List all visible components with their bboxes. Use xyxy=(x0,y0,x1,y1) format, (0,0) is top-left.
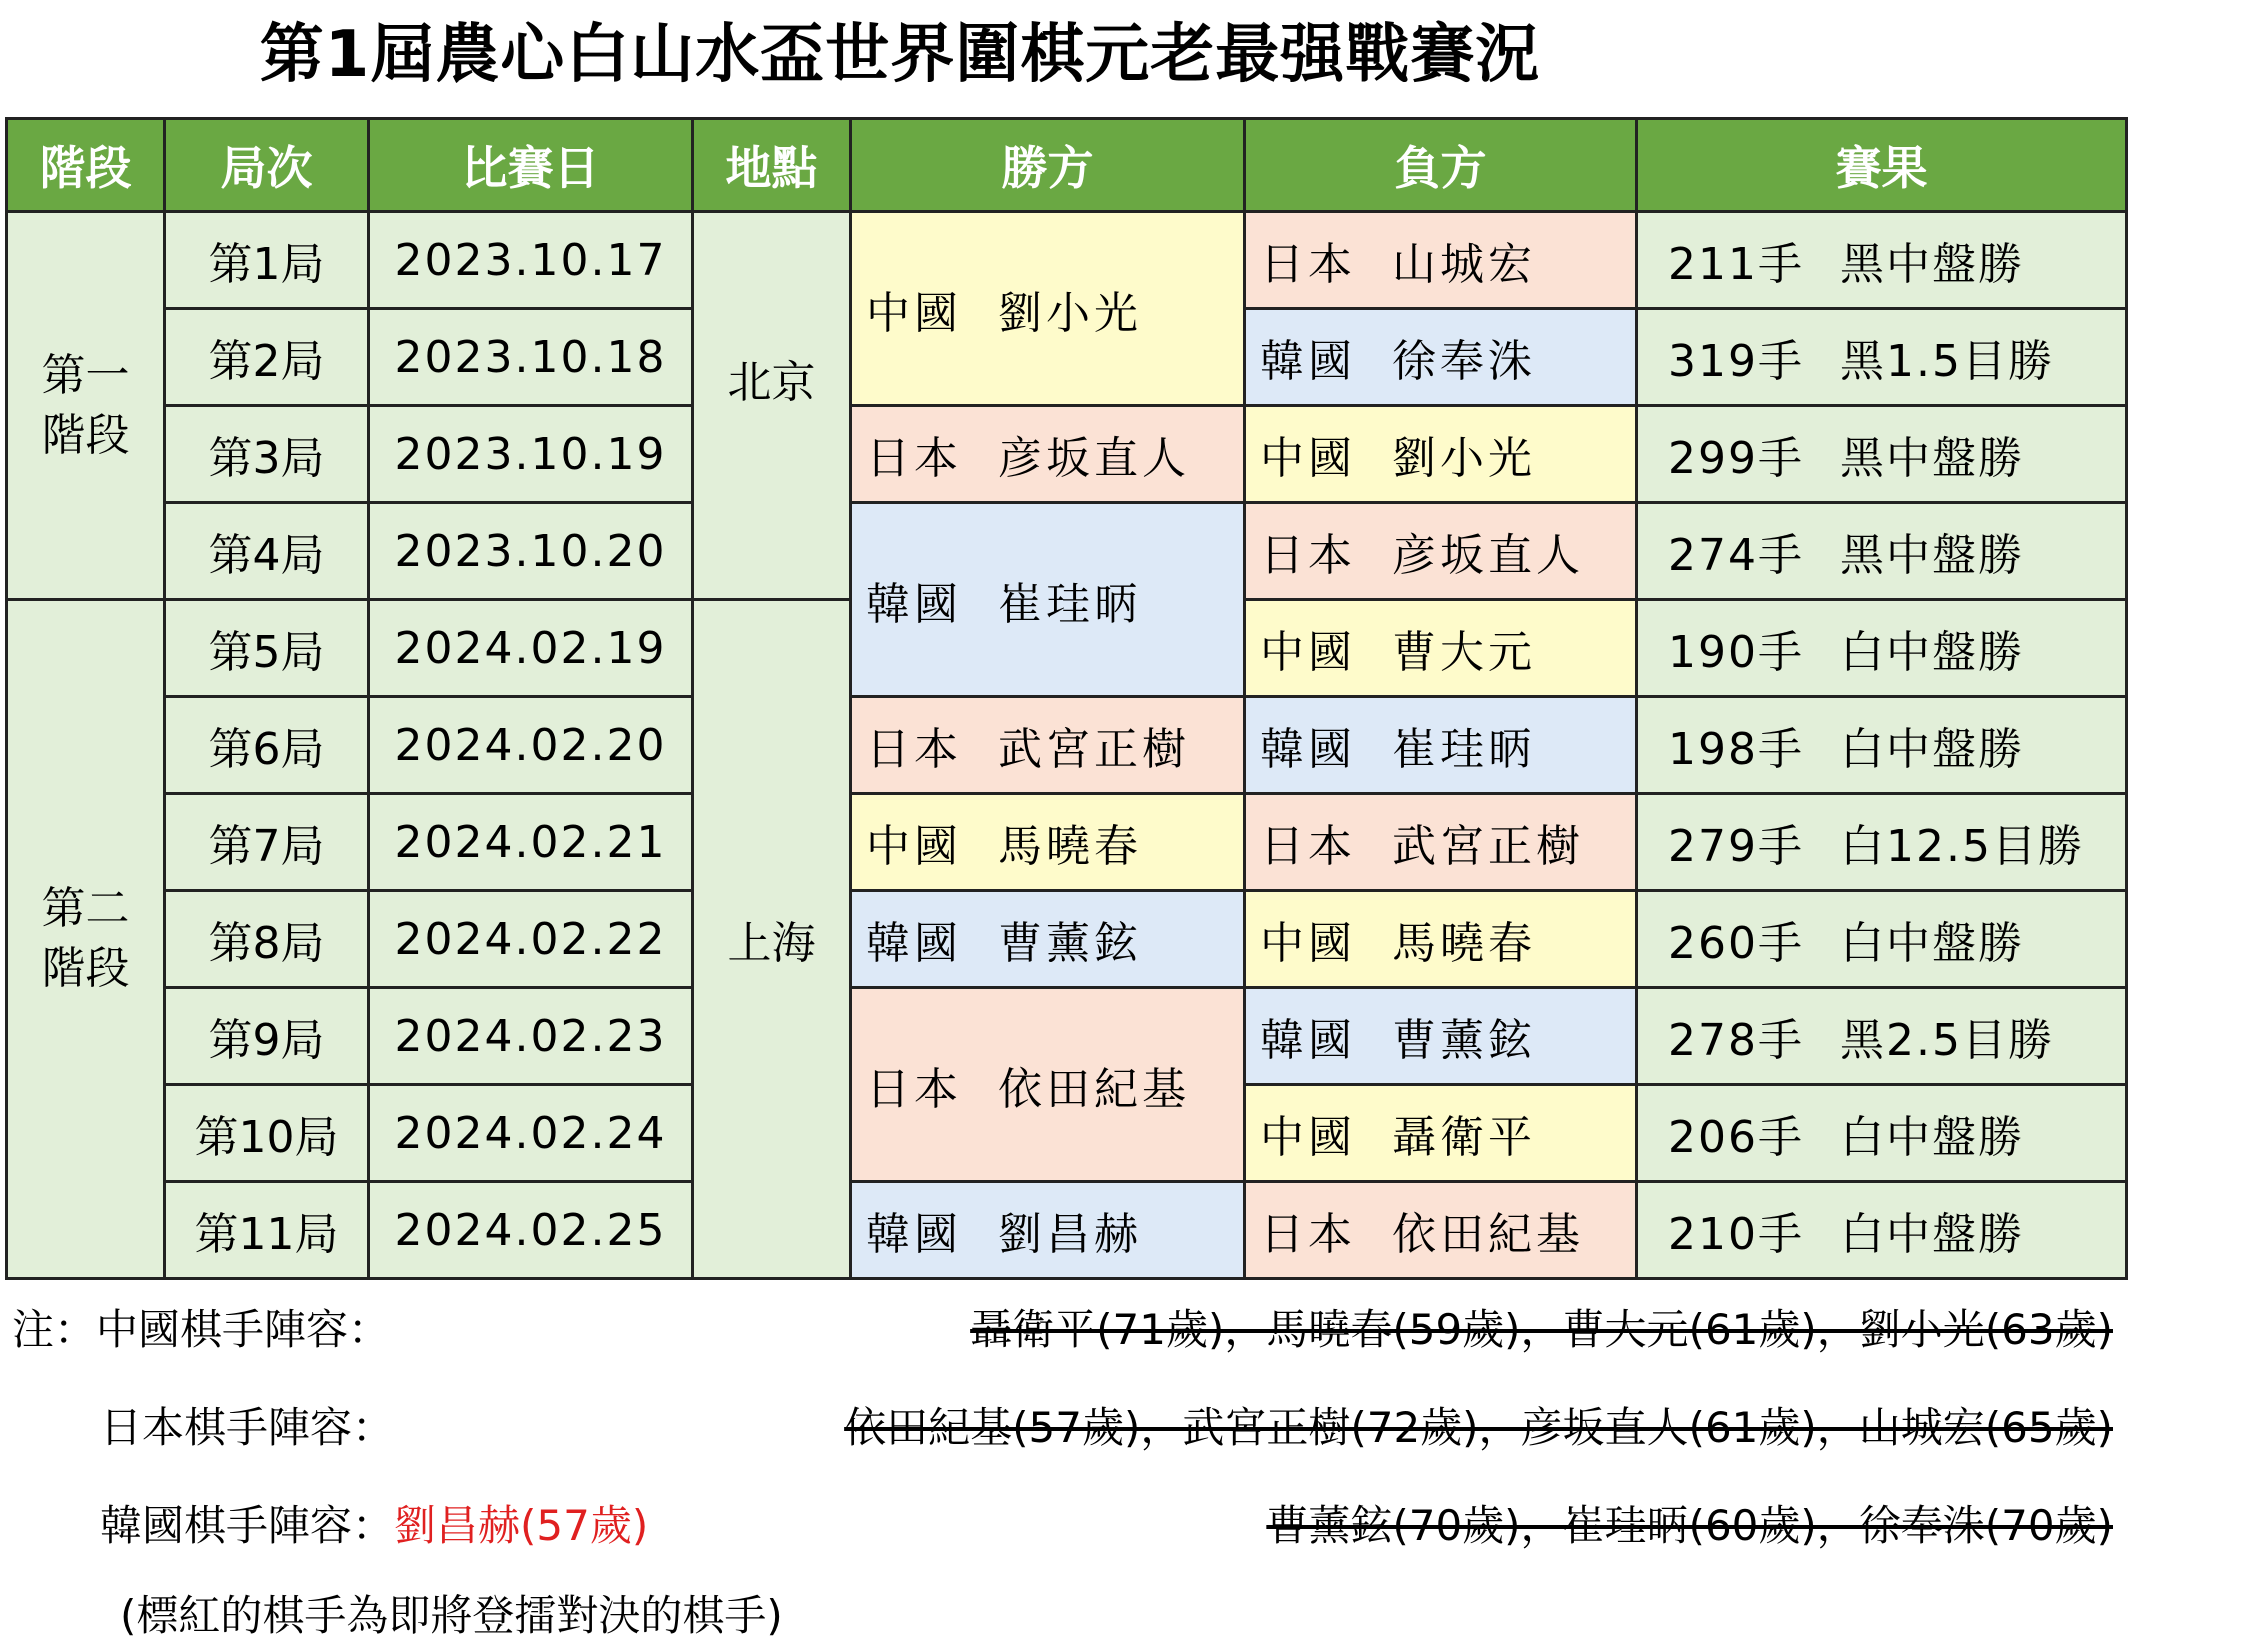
stage-cell: 第二 階段 xyxy=(7,600,165,1279)
loser-country: 日本 xyxy=(1260,530,1356,581)
header-result: 賽果 xyxy=(1637,119,2127,212)
header-stage: 階段 xyxy=(7,119,165,212)
result-moves: 190手 xyxy=(1668,627,1804,678)
loser-cell xyxy=(1245,1085,1637,1182)
loser-country: 日本 xyxy=(1260,1209,1356,1260)
winner-cell xyxy=(851,891,1245,988)
loser-name: 聶衛平 xyxy=(1392,1112,1536,1163)
round-cell: 第7局 xyxy=(165,794,369,891)
japan-roster-row xyxy=(0,1398,2129,1458)
loser-cell xyxy=(1245,406,1637,503)
result-cell xyxy=(1637,988,2127,1085)
loser-country: 日本 xyxy=(1260,821,1356,872)
venue-cell xyxy=(693,600,851,1279)
loser-name: 馬曉春 xyxy=(1392,918,1536,969)
winner-cell xyxy=(851,406,1245,503)
table-row xyxy=(7,1182,2127,1279)
loser-cell xyxy=(1245,309,1637,406)
result-outcome: 黑中盤勝 xyxy=(1839,239,2024,290)
korea-roster-row xyxy=(0,1496,2129,1556)
winner-country: 中國 xyxy=(866,821,962,872)
loser-name: 彦坂直人 xyxy=(1392,530,1584,581)
winner-name: 崔珪昞 xyxy=(998,578,1142,630)
header-winner: 勝方 xyxy=(851,119,1245,212)
loser-cell xyxy=(1245,988,1637,1085)
result-cell xyxy=(1637,794,2127,891)
result-cell xyxy=(1637,503,2127,600)
result-cell xyxy=(1637,891,2127,988)
loser-cell xyxy=(1245,1182,1637,1279)
loser-name: 曹薰鉉 xyxy=(1392,1015,1536,1066)
winner-cell xyxy=(851,1182,1245,1279)
result-cell xyxy=(1637,212,2127,309)
winner-cell xyxy=(851,697,1245,794)
loser-country: 韓國 xyxy=(1260,336,1356,387)
date-cell: 2023.10.20 xyxy=(369,503,693,600)
result-outcome: 白中盤勝 xyxy=(1839,627,2024,678)
winner-name: 依田紀基 xyxy=(998,1063,1190,1115)
loser-name: 曹大元 xyxy=(1392,627,1536,678)
china-roster-row xyxy=(0,1300,2129,1360)
winner-country: 韓國 xyxy=(866,918,962,969)
loser-country: 中國 xyxy=(1260,1112,1356,1163)
date-cell: 2024.02.24 xyxy=(369,1085,693,1182)
loser-cell xyxy=(1245,794,1637,891)
date-cell: 2024.02.20 xyxy=(369,697,693,794)
table-row xyxy=(7,406,2127,503)
winner-country: 日本 xyxy=(866,1063,962,1115)
loser-name: 崔珪昞 xyxy=(1392,724,1536,775)
round-cell: 第9局 xyxy=(165,988,369,1085)
result-moves: 319手 xyxy=(1668,336,1804,387)
header-venue: 地點 xyxy=(693,119,851,212)
stage-cell: 第一 階段 xyxy=(7,212,165,600)
result-cell xyxy=(1637,600,2127,697)
loser-country: 中國 xyxy=(1260,918,1356,969)
result-moves: 274手 xyxy=(1668,530,1804,581)
result-moves: 198手 xyxy=(1668,724,1804,775)
loser-cell xyxy=(1245,212,1637,309)
round-cell: 第6局 xyxy=(165,697,369,794)
loser-country: 日本 xyxy=(1260,239,1356,290)
date-cell: 2024.02.21 xyxy=(369,794,693,891)
winner-country: 韓國 xyxy=(866,578,962,630)
winner-country: 日本 xyxy=(866,433,962,484)
date-cell: 2024.02.25 xyxy=(369,1182,693,1279)
result-cell xyxy=(1637,697,2127,794)
table-row xyxy=(7,503,2127,600)
loser-country: 韓國 xyxy=(1260,1015,1356,1066)
table-row xyxy=(7,697,2127,794)
round-cell: 第4局 xyxy=(165,503,369,600)
results-table xyxy=(5,117,2128,1280)
page-title: 第1屆農心白山水盃世界圍棋元老最强戰賽況 xyxy=(259,18,1541,92)
result-cell xyxy=(1637,1085,2127,1182)
loser-cell xyxy=(1245,697,1637,794)
table-row xyxy=(7,212,2127,309)
loser-name: 徐奉洙 xyxy=(1392,336,1536,387)
result-outcome: 黑1.5目勝 xyxy=(1839,336,2054,387)
winner-country: 韓國 xyxy=(866,1209,962,1260)
venue-label: 北京 xyxy=(727,356,816,408)
loser-name: 依田紀基 xyxy=(1392,1209,1584,1260)
loser-country: 中國 xyxy=(1260,433,1356,484)
date-cell: 2023.10.19 xyxy=(369,406,693,503)
japan-roster-list: 依田紀基(57歲)，武宮正樹(72歲)，彦坂直人(61歲)，山城宏(65歲) xyxy=(844,1403,2113,1452)
loser-name: 山城宏 xyxy=(1392,239,1536,290)
header-loser: 負方 xyxy=(1245,119,1637,212)
korea-roster-label-group xyxy=(100,1496,648,1556)
result-outcome: 黑中盤勝 xyxy=(1839,433,2024,484)
winner-cell xyxy=(851,503,1245,697)
result-moves: 211手 xyxy=(1668,239,1804,290)
round-cell: 第5局 xyxy=(165,600,369,697)
loser-cell xyxy=(1245,891,1637,988)
result-moves: 260手 xyxy=(1668,918,1804,969)
korea-roster-list: 曹薰鉉(70歲)，崔珪昞(60歲)，徐奉洙(70歲) xyxy=(1266,1501,2113,1550)
korea-roster-label: 韓國棋手陣容： xyxy=(100,1501,395,1550)
result-outcome: 白中盤勝 xyxy=(1839,1209,2024,1260)
winner-country: 日本 xyxy=(866,724,962,775)
result-outcome: 白中盤勝 xyxy=(1839,918,2024,969)
winner-cell xyxy=(851,212,1245,406)
result-cell xyxy=(1637,309,2127,406)
round-cell: 第1局 xyxy=(165,212,369,309)
winner-name: 曹薰鉉 xyxy=(998,918,1142,969)
winner-name: 劉昌赫 xyxy=(998,1209,1142,1260)
table-row xyxy=(7,891,2127,988)
header-date: 比賽日 xyxy=(369,119,693,212)
winner-name: 馬曉春 xyxy=(998,821,1142,872)
round-cell: 第3局 xyxy=(165,406,369,503)
round-cell: 第10局 xyxy=(165,1085,369,1182)
winner-name: 武宮正樹 xyxy=(998,724,1190,775)
result-moves: 279手 xyxy=(1668,821,1804,872)
loser-cell xyxy=(1245,503,1637,600)
round-cell: 第8局 xyxy=(165,891,369,988)
result-outcome: 白中盤勝 xyxy=(1839,724,2024,775)
date-cell: 2024.02.19 xyxy=(369,600,693,697)
round-cell: 第11局 xyxy=(165,1182,369,1279)
table-header-row xyxy=(7,119,2127,212)
china-roster-list: 聶衛平(71歲)，馬曉春(59歲)，曹大元(61歲)，劉小光(63歲) xyxy=(970,1305,2113,1354)
roster-notes xyxy=(0,1280,2129,1645)
loser-name: 劉小光 xyxy=(1392,433,1536,484)
result-cell xyxy=(1637,1182,2127,1279)
loser-name: 武宮正樹 xyxy=(1392,821,1584,872)
header-round: 局次 xyxy=(165,119,369,212)
loser-country: 韓國 xyxy=(1260,724,1356,775)
date-cell: 2023.10.17 xyxy=(369,212,693,309)
table-row xyxy=(7,988,2127,1085)
loser-country: 中國 xyxy=(1260,627,1356,678)
date-cell: 2024.02.23 xyxy=(369,988,693,1085)
result-cell xyxy=(1637,406,2127,503)
winner-country: 中國 xyxy=(866,287,962,339)
winner-name: 彦坂直人 xyxy=(998,433,1190,484)
result-moves: 210手 xyxy=(1668,1209,1804,1260)
winner-cell xyxy=(851,988,1245,1182)
korea-active-player: 劉昌赫(57歲) xyxy=(394,1501,649,1550)
china-roster-label: 注：中國棋手陣容： xyxy=(12,1305,391,1354)
venue-cell xyxy=(693,356,851,600)
japan-roster-label: 日本棋手陣容： xyxy=(100,1403,395,1452)
venue-label: 上海 xyxy=(727,918,816,969)
result-moves: 299手 xyxy=(1668,433,1804,484)
result-moves: 206手 xyxy=(1668,1112,1804,1163)
result-outcome: 黑2.5目勝 xyxy=(1839,1015,2054,1066)
footnote: (標紅的棋手為即將登擂對決的棋手) xyxy=(120,1591,783,1640)
loser-cell xyxy=(1245,600,1637,697)
table-row xyxy=(7,794,2127,891)
result-outcome: 黑中盤勝 xyxy=(1839,530,2024,581)
winner-name: 劉小光 xyxy=(998,287,1142,339)
round-cell: 第2局 xyxy=(165,309,369,406)
date-cell: 2023.10.18 xyxy=(369,309,693,406)
winner-cell xyxy=(851,794,1245,891)
result-outcome: 白12.5目勝 xyxy=(1839,821,2084,872)
result-outcome: 白中盤勝 xyxy=(1839,1112,2024,1163)
result-moves: 278手 xyxy=(1668,1015,1804,1066)
date-cell: 2024.02.22 xyxy=(369,891,693,988)
